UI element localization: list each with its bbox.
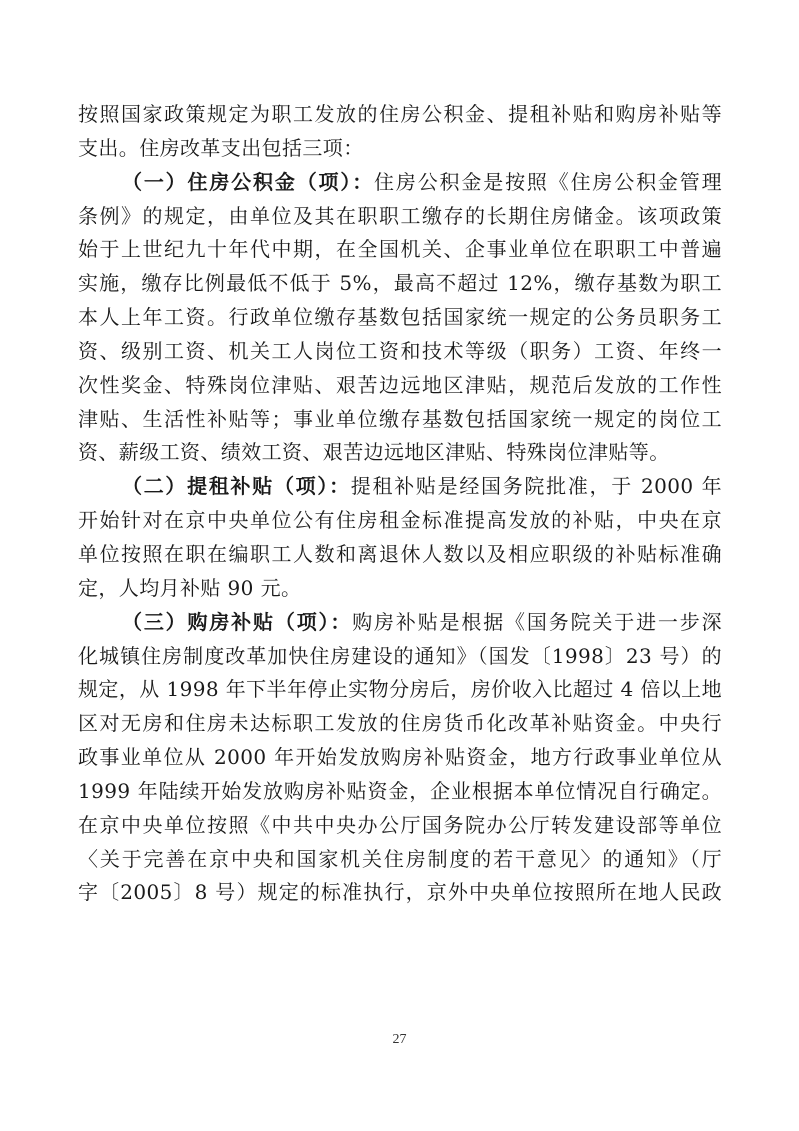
text-line: 始于上世纪九十年代中期，在全国机关、企事业单位在职职工中普遍 xyxy=(78,237,722,262)
text-line: 支出。住房改革支出包括三项： xyxy=(78,135,364,160)
section-heading-purchase-subsidy: （三）购房补贴（项）： xyxy=(122,609,353,634)
text-line: 按照国家政策规定为职工发放的住房公积金、提租补贴和购房补贴等 xyxy=(78,102,722,126)
text-line: 津贴、生活性补贴等；事业单位缴存基数包括国家统一规定的岗位工 xyxy=(78,406,722,431)
text-line: 单位按照在职在编职工人数和离退休人数以及相应职级的补贴标准确 xyxy=(78,541,722,566)
text-line: 政事业单位从 2000 年开始发放购房补贴资金，地方行政事业单位从 xyxy=(78,745,722,770)
section-first-line xyxy=(78,470,722,504)
section-heading-housing-fund: （一）住房公积金（项）： xyxy=(122,169,375,194)
text-line: 资、薪级工资、绩效工资、艰苦边远地区津贴、特殊岗位津贴等。 xyxy=(78,440,670,465)
text-line: 规定，从 1998 年下半年停止实物分房后，房价收入比超过 4 倍以上地 xyxy=(78,677,722,702)
section-first-line xyxy=(78,606,722,640)
text-line: 开始针对在京中央单位公有住房租金标准提高发放的补贴，中央在京 xyxy=(78,508,722,533)
text-span: 住房公积金是按照《住房公积金管理 xyxy=(374,169,722,194)
text-line: 本人上年工资。行政单位缴存基数包括国家统一规定的公务员职务工 xyxy=(78,305,722,330)
section-heading-rent-subsidy: （二）提租补贴（项）： xyxy=(122,474,351,499)
text-span: 购房补贴是根据《国务院关于进一步深 xyxy=(352,609,722,634)
text-line: 字〔2005〕8 号）规定的标准执行，京外中央单位按照所在地人民政 xyxy=(78,880,722,905)
text-line: 资、级别工资、机关工人岗位工资和技术等级（职务）工资、年终一 xyxy=(78,338,722,363)
section-first-line xyxy=(78,166,722,200)
text-line: 条例》的规定，由单位及其在职职工缴存的长期住房储金。该项政策 xyxy=(78,203,722,228)
text-line: 次性奖金、特殊岗位津贴、艰苦边远地区津贴，规范后发放的工作性 xyxy=(78,372,722,397)
body-text xyxy=(78,98,722,910)
text-line: 在京中央单位按照《中共中央办公厅国务院办公厅转发建设部等单位 xyxy=(78,812,722,837)
page-number: 27 xyxy=(392,1032,407,1047)
text-line: 化城镇住房制度改革加快住房建设的通知》（国发〔1998〕23 号）的 xyxy=(78,643,722,668)
text-line: 实施，缴存比例最低不低于 5%，最高不超过 12%，缴存基数为职工 xyxy=(78,271,722,296)
text-line: 定，人均月补贴 90 元。 xyxy=(78,575,302,600)
text-span: 提租补贴是经国务院批准，于 2000 年 xyxy=(350,474,722,499)
text-line: 1999 年陆续开始发放购房补贴资金，企业根据本单位情况自行确定。 xyxy=(78,778,722,803)
text-line: 〈关于完善在京中央和国家机关住房制度的若干意见〉的通知》（厅 xyxy=(78,846,722,871)
text-line: 区对无房和住房未达标职工发放的住房货币化改革补贴资金。中央行 xyxy=(78,711,722,736)
